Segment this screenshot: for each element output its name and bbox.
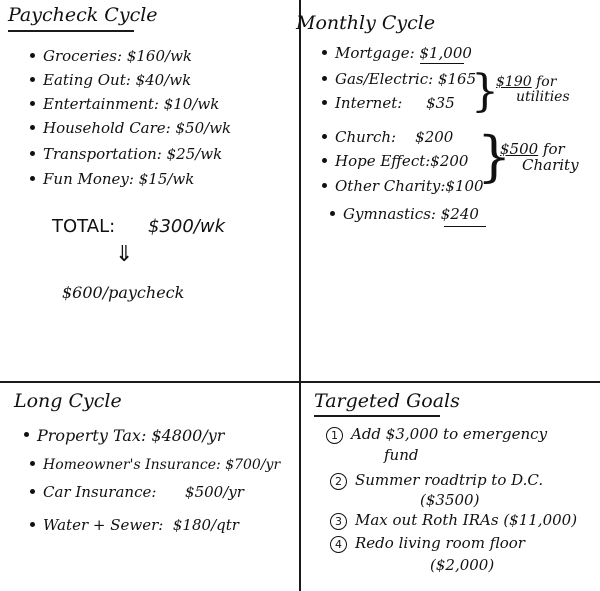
bullet-icon <box>30 461 35 466</box>
list-item: Hope Effect:$200 <box>322 152 468 170</box>
bullet-icon <box>322 50 327 55</box>
paycheck-cycle-title: Paycheck Cycle <box>8 4 158 26</box>
bullet-icon <box>322 134 327 139</box>
bullet-icon <box>322 76 327 81</box>
list-item: Church: $200 <box>322 128 453 146</box>
per-paycheck-value: $600/paycheck <box>62 283 185 302</box>
goal-item: 4 Redo living room floor <box>330 534 525 553</box>
monthly-cycle-title: Monthly Cycle <box>296 12 436 34</box>
long-cycle-title: Long Cycle <box>14 390 122 412</box>
list-item: Groceries: $160/wk <box>30 47 192 65</box>
charity-brace: } <box>477 125 512 188</box>
circled-number-icon: 1 <box>326 427 343 444</box>
bullet-icon <box>322 183 327 188</box>
list-item: Other Charity:$100 <box>322 177 484 195</box>
list-item: Transportation: $25/wk <box>30 145 222 163</box>
bullet-icon <box>330 211 335 216</box>
bullet-icon <box>30 101 35 106</box>
title-underline <box>314 415 440 417</box>
goal-item-continued: ($2,000) <box>430 556 495 574</box>
vertical-divider <box>299 0 301 591</box>
goal-item: 1 Add $3,000 to emergency <box>326 425 547 444</box>
goal-item: 3 Max out Roth IRAs ($11,000) <box>330 511 577 530</box>
list-item: Gymnastics: $240 <box>330 205 479 223</box>
list-item: Homeowner's Insurance: $700/yr <box>30 457 280 473</box>
goal-item-continued: fund <box>384 446 419 464</box>
bullet-icon <box>322 100 327 105</box>
amount-underline <box>420 63 464 64</box>
bullet-icon <box>30 53 35 58</box>
targeted-goals-title: Targeted Goals <box>314 390 460 412</box>
goal-item: 2 Summer roadtrip to D.C. <box>330 471 543 490</box>
total-value: $300/wk <box>148 216 226 237</box>
utilities-brace: } <box>471 66 499 117</box>
circled-number-icon: 4 <box>330 536 347 553</box>
circled-number-icon: 2 <box>330 473 347 490</box>
amount-underline <box>444 226 486 227</box>
list-item: Water + Sewer: $180/qtr <box>30 516 239 534</box>
charity-note: $500 for Charity <box>500 140 579 174</box>
list-item: Internet: $35 <box>322 94 455 112</box>
list-item: Car Insurance: $500/yr <box>30 483 244 501</box>
down-arrow-icon: ⇓ <box>115 242 134 267</box>
list-item: Fun Money: $15/wk <box>30 170 194 188</box>
utilities-note: $190 for utilities <box>496 74 570 105</box>
bullet-icon <box>30 522 35 527</box>
bullet-icon <box>30 489 35 494</box>
bullet-icon <box>30 125 35 130</box>
total-label: TOTAL: <box>52 216 116 237</box>
list-item: Property Tax: $4800/yr <box>24 426 224 445</box>
bullet-icon <box>24 432 29 437</box>
circled-number-icon: 3 <box>330 513 347 530</box>
list-item: Mortgage: $1,000 <box>322 44 472 62</box>
list-item: Entertainment: $10/wk <box>30 95 219 113</box>
goal-item-continued: ($3500) <box>420 491 480 509</box>
bullet-icon <box>30 77 35 82</box>
list-item: Gas/Electric: $165 <box>322 70 476 88</box>
bullet-icon <box>30 151 35 156</box>
list-item: Eating Out: $40/wk <box>30 71 191 89</box>
bullet-icon <box>30 176 35 181</box>
title-underline <box>8 30 134 32</box>
list-item: Household Care: $50/wk <box>30 119 231 137</box>
horizontal-divider <box>0 381 600 383</box>
bullet-icon <box>322 158 327 163</box>
